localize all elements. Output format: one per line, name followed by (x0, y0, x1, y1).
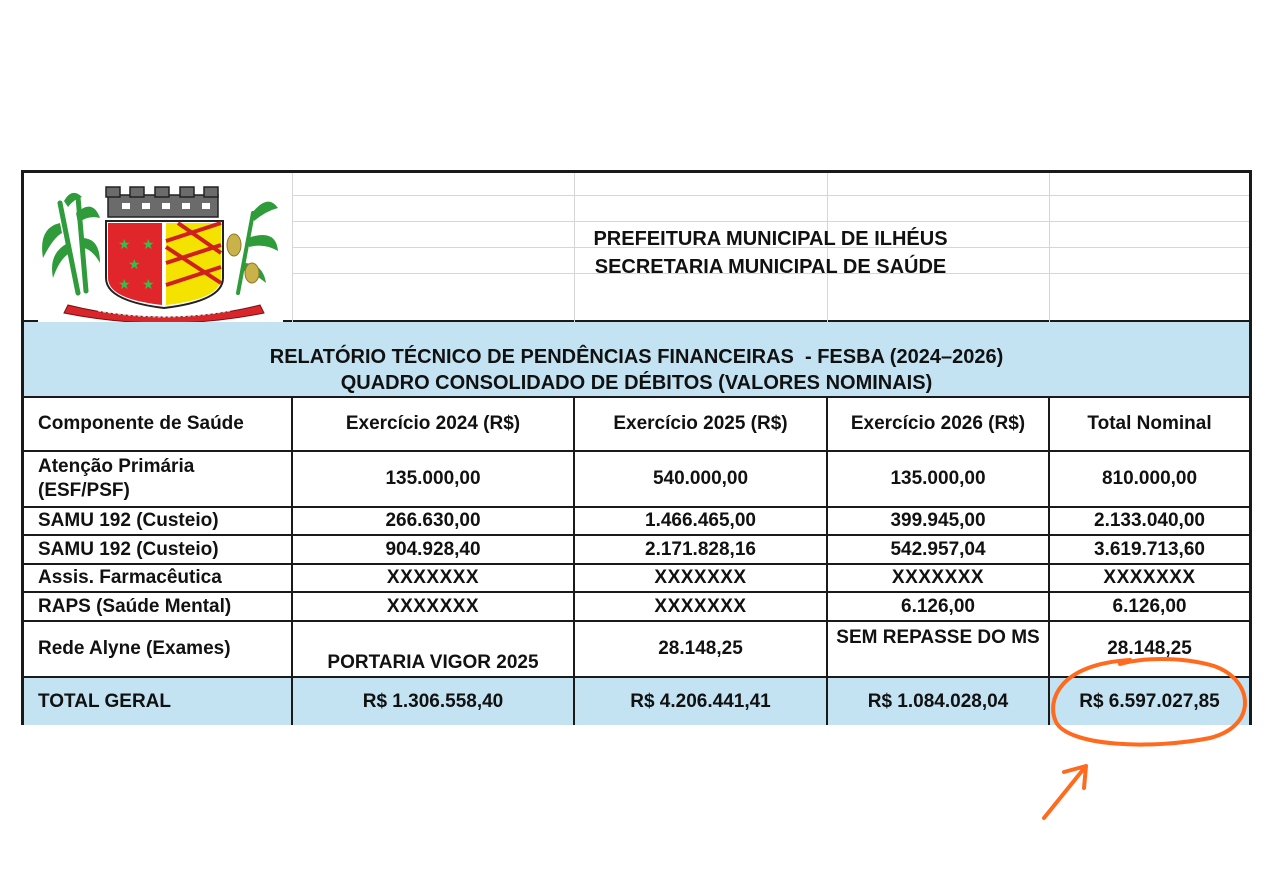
department-name: SECRETARIA MUNICIPAL DE SAÚDE (594, 256, 947, 278)
svg-text:★: ★ (128, 257, 141, 273)
value-cell: 135.000,00 (292, 451, 574, 507)
svg-text:★: ★ (142, 237, 155, 253)
arrow-icon (1044, 766, 1086, 818)
grand-total: R$ 6.597.027,85 (1049, 677, 1249, 725)
value-cell: 3.619.713,60 (1049, 535, 1249, 564)
value-cell: 28.148,25 (1049, 621, 1249, 677)
redacted-cell: XXXXXXX (292, 592, 574, 621)
column-header-2025: Exercício 2025 (R$) (574, 398, 827, 451)
value-cell: 1.466.465,00 (574, 507, 827, 535)
total-label: TOTAL GERAL (24, 677, 292, 725)
total-row (24, 677, 1249, 725)
report-title-band (24, 322, 1249, 398)
component-cell: Atenção Primária (ESF/PSF) (24, 451, 292, 507)
total-2025: R$ 4.206.441,41 (574, 677, 827, 725)
report-title: RELATÓRIO TÉCNICO DE PENDÊNCIAS FINANCEIRAS - FESBA (2024–2026) (269, 346, 1004, 368)
report-subtitle: QUADRO CONSOLIDADO DE DÉBITOS (VALORES NOMINAIS) (340, 372, 933, 394)
svg-text:★: ★ (118, 277, 131, 293)
document-header (24, 173, 1249, 322)
redacted-cell: XXXXXXX (292, 564, 574, 592)
value-cell: 540.000,00 (574, 451, 827, 507)
coat-of-arms-icon (38, 183, 283, 323)
value-cell: 810.000,00 (1049, 451, 1249, 507)
component-cell: Rede Alyne (Exames) (24, 621, 292, 677)
note-cell: PORTARIA VIGOR 2025 (292, 621, 574, 677)
table-row (24, 621, 1249, 677)
column-header-2026: Exercício 2026 (R$) (827, 398, 1049, 451)
table-header-row (24, 398, 1249, 451)
value-cell: 6.126,00 (827, 592, 1049, 621)
spreadsheet-document (21, 170, 1252, 725)
note-cell: SEM REPASSE DO MS (827, 621, 1049, 677)
value-cell: 399.945,00 (827, 507, 1049, 535)
organization-name: PREFEITURA MUNICIPAL DE ILHÉUS (593, 228, 948, 250)
value-cell: 542.957,04 (827, 535, 1049, 564)
debts-table (24, 398, 1249, 725)
value-cell: 135.000,00 (827, 451, 1049, 507)
value-cell: 6.126,00 (1049, 592, 1249, 621)
value-cell: 28.148,25 (574, 621, 827, 677)
table-row (24, 592, 1249, 621)
svg-text:★: ★ (142, 277, 155, 293)
value-cell: 2.133.040,00 (1049, 507, 1249, 535)
redacted-cell: XXXXXXX (1049, 564, 1249, 592)
organization-header (292, 225, 1249, 281)
redacted-cell: XXXXXXX (574, 592, 827, 621)
table-row (24, 507, 1249, 535)
component-cell: Assis. Farmacêutica (24, 564, 292, 592)
column-header-total: Total Nominal (1049, 398, 1249, 451)
column-header-component: Componente de Saúde (24, 398, 292, 451)
table-row (24, 564, 1249, 592)
redacted-cell: XXXXXXX (574, 564, 827, 592)
table-row (24, 535, 1249, 564)
component-cell: SAMU 192 (Custeio) (24, 535, 292, 564)
value-cell: 266.630,00 (292, 507, 574, 535)
total-2024: R$ 1.306.558,40 (292, 677, 574, 725)
total-2026: R$ 1.084.028,04 (827, 677, 1049, 725)
value-cell: 2.171.828,16 (574, 535, 827, 564)
svg-text:★: ★ (118, 237, 131, 253)
table-row (24, 451, 1249, 507)
value-cell: 904.928,40 (292, 535, 574, 564)
component-cell: SAMU 192 (Custeio) (24, 507, 292, 535)
column-header-2024: Exercício 2024 (R$) (292, 398, 574, 451)
component-cell: RAPS (Saúde Mental) (24, 592, 292, 621)
redacted-cell: XXXXXXX (827, 564, 1049, 592)
